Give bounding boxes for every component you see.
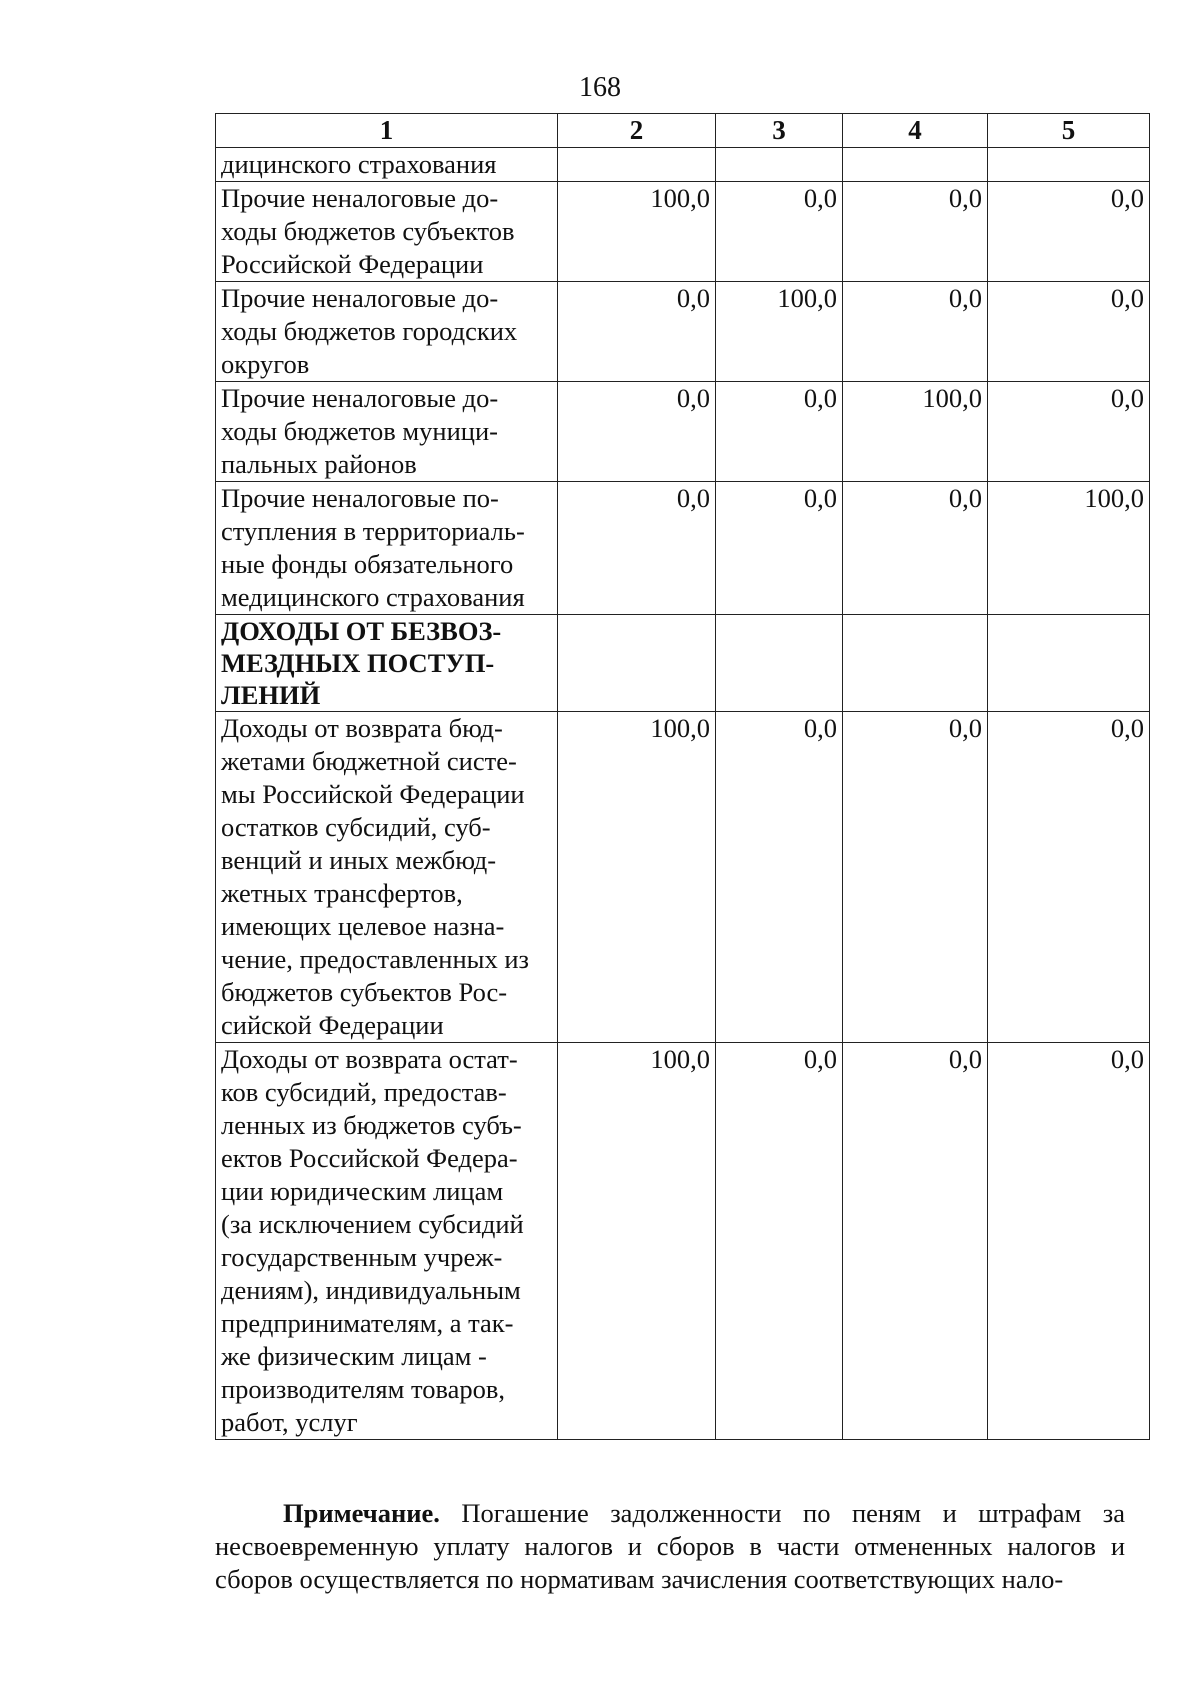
table-header-row	[216, 114, 1150, 148]
table-header	[216, 114, 1150, 148]
page-number: 168	[579, 72, 621, 103]
value-cell-col3: 0,0	[716, 182, 843, 282]
table-body	[216, 148, 1150, 1440]
row-label-cell: дицинского страхования	[216, 148, 558, 182]
table-row	[216, 382, 1150, 482]
value-cell-col5: 0,0	[988, 382, 1150, 482]
column-header-1: 1	[216, 114, 558, 148]
column-header-4: 4	[843, 114, 988, 148]
row-label-cell: Прочие неналоговые до- ходы бюджетов городских округов	[216, 282, 558, 382]
table-row	[216, 482, 1150, 615]
row-label-cell: Прочие неналоговые до- ходы бюджетов муници- пальных районов	[216, 382, 558, 482]
value-cell-col4: 0,0	[843, 482, 988, 615]
row-label-cell: Прочие неналоговые по- ступления в территориаль- ные фонды обязательного медицинского страхования	[216, 482, 558, 615]
value-cell-col3	[716, 615, 843, 712]
value-cell-col4: 0,0	[843, 1043, 988, 1440]
value-cell-col2	[558, 615, 716, 712]
value-cell-col5: 100,0	[988, 482, 1150, 615]
row-label-cell: Доходы от возврата остат- ков субсидий, предостав- ленных из бюджетов субъ- ектов Российской Федера- ции юридическим лицам (за исключением субсидий государственным учреж- дениям), индивидуальным предпринимателям, а так- же физическим лицам - производителям товаров, работ, услуг	[216, 1043, 558, 1440]
value-cell-col4: 0,0	[843, 182, 988, 282]
value-cell-col5	[988, 615, 1150, 712]
value-cell-col3: 0,0	[716, 712, 843, 1043]
column-header-2: 2	[558, 114, 716, 148]
table-row	[216, 182, 1150, 282]
value-cell-col5: 0,0	[988, 182, 1150, 282]
value-cell-col4: 100,0	[843, 382, 988, 482]
table-row	[216, 712, 1150, 1043]
footnote	[215, 1497, 1125, 1596]
column-header-5: 5	[988, 114, 1150, 148]
value-cell-col2: 0,0	[558, 282, 716, 382]
value-cell-col5	[988, 148, 1150, 182]
value-cell-col3: 0,0	[716, 482, 843, 615]
row-label-cell: Доходы от возврата бюд- жетами бюджетной систе- мы Российской Федерации остатков субсидий, суб- венций и иных межбюд- жетных трансфертов, имеющих целевое назна- чение, предоставленных из бюджетов субъектов Рос- сийской Федерации	[216, 712, 558, 1043]
table-row	[216, 615, 1150, 712]
value-cell-col2	[558, 148, 716, 182]
footnote-text: Погашение задолженности по пеням и штрафам за несвоевременную уплату налогов и сборов в части отмененных налогов и сборов осуществляется по нормативам зачисления соответствующих нало-	[215, 1497, 1125, 1594]
value-cell-col4: 0,0	[843, 282, 988, 382]
value-cell-col5: 0,0	[988, 712, 1150, 1043]
value-cell-col5: 0,0	[988, 282, 1150, 382]
value-cell-col2: 0,0	[558, 382, 716, 482]
value-cell-col3: 0,0	[716, 1043, 843, 1440]
value-cell-col4	[843, 615, 988, 712]
value-cell-col2: 0,0	[558, 482, 716, 615]
footnote-label: Примечание.	[283, 1497, 440, 1528]
value-cell-col5: 0,0	[988, 1043, 1150, 1440]
row-label-cell: Прочие неналоговые до- ходы бюджетов субъектов Российской Федерации	[216, 182, 558, 282]
value-cell-col3	[716, 148, 843, 182]
value-cell-col2: 100,0	[558, 712, 716, 1043]
revenue-distribution-table	[215, 113, 1150, 1440]
value-cell-col4	[843, 148, 988, 182]
section-heading-cell: ДОХОДЫ ОТ БЕЗВОЗ- МЕЗДНЫХ ПОСТУП- ЛЕНИЙ	[216, 615, 558, 712]
column-header-3: 3	[716, 114, 843, 148]
table-row	[216, 148, 1150, 182]
value-cell-col2: 100,0	[558, 1043, 716, 1440]
table-row	[216, 1043, 1150, 1440]
value-cell-col4: 0,0	[843, 712, 988, 1043]
value-cell-col3: 100,0	[716, 282, 843, 382]
value-cell-col3: 0,0	[716, 382, 843, 482]
value-cell-col2: 100,0	[558, 182, 716, 282]
table-row	[216, 282, 1150, 382]
